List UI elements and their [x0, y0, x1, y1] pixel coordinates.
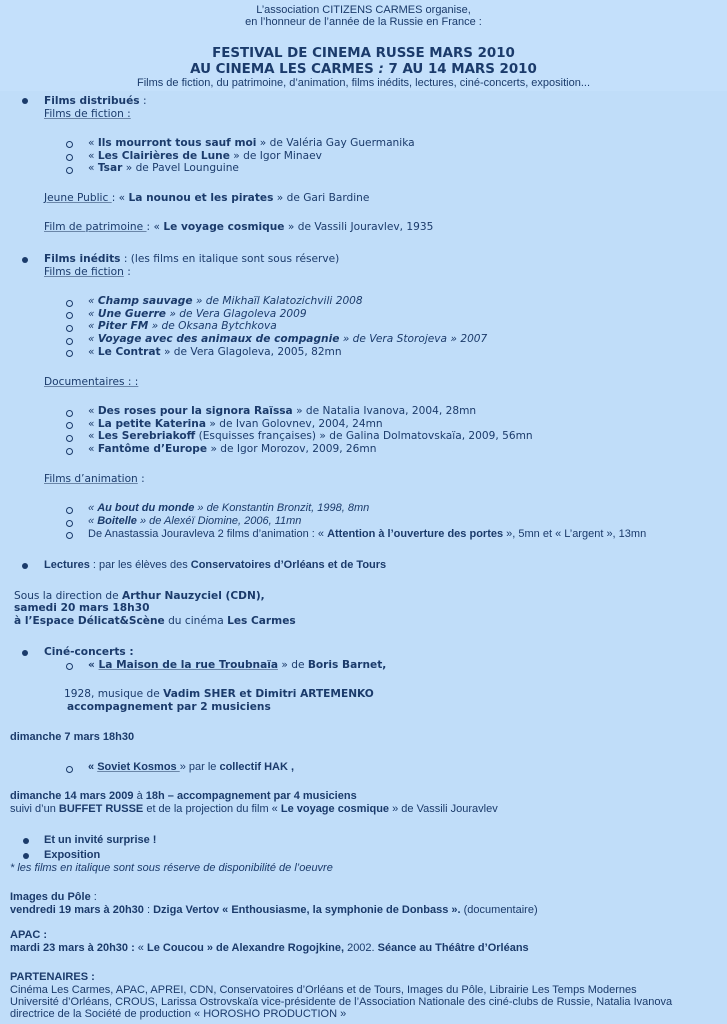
text-span: 7 AU 14 MARS 2010	[388, 62, 537, 77]
text-span: La nounou et les pirates	[128, 192, 274, 204]
text-span: La Maison de la rue Troubnaïa	[98, 659, 278, 671]
text-span: «	[88, 295, 98, 307]
list-item	[88, 162, 239, 175]
text-span: (Esquisses françaises) » de Galina Dolmatovskaïa, 2009, 56mn	[195, 430, 533, 442]
text-span: Films distribués	[44, 95, 140, 107]
text-span: AU CINEMA LES CARMES	[190, 62, 379, 77]
text-span: Séance au Théâtre d’Orléans	[377, 942, 529, 954]
text-span: Le voyage cosmique	[163, 221, 285, 233]
text-span: Champ sauvage	[97, 295, 193, 307]
text-span: «	[88, 761, 98, 773]
text-span: Ils mourront tous sauf moi	[97, 137, 257, 149]
circle-bullet-icon	[66, 663, 73, 670]
text-span: 2002.	[344, 942, 378, 954]
section-apac: APAC :	[10, 929, 48, 941]
list-item	[88, 502, 369, 515]
text-span: (documentaire)	[460, 904, 538, 916]
text-span: «	[88, 443, 98, 455]
text-span: Les Carmes	[227, 615, 296, 627]
text-span: » de Igor Morozov, 2009, 26mn	[207, 443, 377, 455]
text-span: Les Serebriakoff	[97, 430, 196, 442]
circle-bullet-icon	[66, 300, 73, 307]
list-item	[88, 308, 307, 321]
page-subtitle-dates	[0, 62, 727, 78]
bullet-icon	[23, 838, 29, 844]
list-item	[88, 295, 363, 308]
exposition: Exposition	[44, 849, 101, 861]
text-span: «	[88, 320, 98, 332]
program-summary: Films de fiction, du patrimoine, d’animation, films inédits, lectures, ciné-concerts, exposition...	[136, 77, 591, 89]
intro-line-2: en l’honneur de l’année de la Russie en France :	[245, 16, 482, 28]
bullet-icon	[23, 853, 29, 859]
text-span: «	[88, 430, 98, 442]
section-lectures	[44, 559, 386, 572]
circle-bullet-icon	[66, 350, 73, 357]
partenaires-line: Université d’Orléans, CROUS, Larissa Ostrovskaïa vice-présidente de l’Association Nationale des ciné-clubs de Russie, Natalia Ivanova	[10, 996, 673, 1008]
text-span: 1928, musique de	[64, 688, 164, 700]
text-span: et de la projection du film «	[143, 803, 281, 815]
text-span: :	[137, 473, 145, 485]
text-span: suivi d’un	[10, 803, 59, 815]
label-films-fiction-inedits	[44, 266, 131, 279]
text-span: «	[88, 515, 98, 527]
text-span: », 5mn et « L’argent », 13mn	[503, 528, 647, 540]
text-span: mardi 23 mars à 20h30 :	[10, 942, 138, 954]
list-item	[88, 320, 277, 333]
text-span: BUFFET RUSSE	[58, 803, 144, 815]
partenaires-line: Cinéma Les Carmes, APAC, APREI, CDN, Conservatoires d’Orléans et de Tours, Images du Pôle, Librairie Les Temps Modernes	[10, 984, 637, 996]
circle-bullet-icon	[66, 422, 73, 429]
pole-screening	[10, 904, 538, 917]
italic-note: * les films en italique sont sous réserve de disponibilité de l’oeuvre	[10, 862, 333, 874]
text-span: «	[88, 346, 98, 358]
circle-bullet-icon	[66, 520, 73, 527]
concert-item-2	[88, 761, 294, 774]
text-span: à l’Espace Délicat&Scène	[14, 615, 165, 627]
text-span: » de Vera Glagoleva, 2005, 82mn	[160, 346, 342, 358]
text-span: du cinéma	[164, 615, 228, 627]
text-span: » de Valéria Gay Guermanika	[256, 137, 415, 149]
surprise-guest: Et un invité surprise !	[44, 834, 157, 846]
partenaires-line: directrice de la Société de production « HOROSHO PRODUCTION »	[10, 1008, 347, 1020]
text-span: :	[378, 62, 389, 77]
text-span: :	[139, 95, 147, 107]
text-span: :	[143, 904, 154, 916]
text-span: » de	[278, 659, 308, 671]
section-films-inedits	[44, 253, 339, 266]
text-span: » par le	[179, 761, 220, 773]
list-item	[88, 515, 301, 528]
text-span: Sous la direction de	[14, 590, 123, 602]
list-item	[88, 430, 533, 443]
text-span: «	[88, 333, 98, 345]
text-span: :	[90, 891, 97, 903]
text-span: «	[88, 659, 99, 671]
text-span: Films d’animation	[44, 473, 138, 485]
text-span: 18h – accompagnement par 4 musiciens	[145, 790, 357, 802]
text-span: «	[88, 418, 98, 430]
lectures-place	[14, 615, 296, 628]
text-span: : (les films en italique sont sous réserve)	[120, 253, 340, 265]
circle-bullet-icon	[66, 338, 73, 345]
text-span: «	[88, 137, 98, 149]
concert-item-1-music	[64, 688, 374, 701]
text-span: Jeune Public	[44, 192, 112, 204]
text-span: » de Konstantin Bronzit, 1998, 8mn	[194, 502, 370, 514]
text-span: Arthur Nauzyciel (CDN),	[122, 590, 265, 602]
intro-line-1: L’association CITIZENS CARMES organise,	[256, 4, 471, 16]
text-span: Des roses pour la signora Raïssa	[97, 405, 293, 417]
circle-bullet-icon	[66, 167, 73, 174]
concert-date-1: dimanche 7 mars 18h30	[10, 731, 135, 743]
text-span: «	[88, 502, 98, 514]
text-span: Boitelle	[97, 515, 137, 527]
list-item	[88, 528, 646, 541]
text-span: La petite Katerina	[97, 418, 207, 430]
text-span: » de Pavel Lounguine	[122, 162, 239, 174]
text-span: «	[88, 308, 98, 320]
text-span: » de Mikhaïl Kalatozichvili 2008	[192, 295, 363, 307]
page-title: FESTIVAL DE CINEMA RUSSE MARS 2010	[212, 46, 515, 61]
circle-bullet-icon	[66, 325, 73, 332]
text-span: Au bout du monde	[97, 502, 195, 514]
list-item	[88, 346, 342, 359]
list-item	[88, 137, 415, 150]
text-span: » de Igor Minaev	[229, 150, 322, 162]
text-span: » de Gari Bardine	[273, 192, 370, 204]
text-span: » de Vera Storojeva » 2007	[339, 333, 488, 345]
text-span: Soviet Kosmos	[97, 761, 180, 773]
text-span: :	[123, 266, 131, 278]
text-span: collectif HAK ,	[219, 761, 295, 773]
text-span: Vadim SHER et Dimitri ARTEMENKO	[163, 688, 374, 700]
list-item	[88, 150, 322, 163]
text-span: » de Oksana Bytchkova	[148, 320, 277, 332]
circle-bullet-icon	[66, 141, 73, 148]
text-span: à	[133, 790, 146, 802]
text-span: «	[88, 162, 98, 174]
text-span: » de Natalia Ivanova, 2004, 28mn	[292, 405, 477, 417]
bullet-icon	[22, 650, 28, 656]
apac-screening	[10, 942, 529, 955]
text-span: «	[137, 942, 147, 954]
list-item	[88, 418, 383, 431]
text-span: » de Alexandre Rogojkine,	[203, 942, 345, 954]
circle-bullet-icon	[66, 507, 73, 514]
buffet-line	[10, 803, 498, 816]
text-span: Le voyage cosmique	[280, 803, 390, 815]
label-films-animation	[44, 473, 145, 486]
text-span: Le Coucou	[146, 942, 204, 954]
list-item	[88, 443, 376, 456]
text-span: Attention à l’ouverture des portes	[327, 528, 504, 540]
jeune-public-line	[44, 192, 369, 205]
concert-item-1	[88, 659, 386, 672]
bullet-icon	[22, 563, 28, 569]
lectures-date: samedi 20 mars 18h30	[14, 602, 150, 614]
text-span: vendredi 19 mars à 20h30	[10, 904, 144, 916]
list-item	[88, 333, 487, 346]
circle-bullet-icon	[66, 410, 73, 417]
text-span: dimanche 14 mars 2009	[10, 790, 134, 802]
circle-bullet-icon	[66, 154, 73, 161]
text-span: Fantôme d’Europe	[97, 443, 208, 455]
section-cine-concerts: Ciné-concerts :	[44, 646, 134, 658]
text-span: Les Clairières de Lune	[97, 150, 230, 162]
circle-bullet-icon	[66, 435, 73, 442]
text-span: : par les élèves des	[89, 559, 191, 571]
text-span: Images du Pôle	[10, 891, 91, 903]
text-span: Lectures	[44, 559, 90, 571]
text-span: » de Vassili Jouravlev	[389, 803, 498, 815]
text-span: Une Guerre	[97, 308, 166, 320]
text-span: «	[88, 150, 98, 162]
text-span: » de Vassili Jouravlev, 1935	[284, 221, 434, 233]
text-span: Films inédits	[44, 253, 121, 265]
text-span: Film de patrimoine	[44, 221, 147, 233]
section-images-du-pole	[10, 891, 97, 904]
text-span: «	[88, 405, 98, 417]
patrimoine-line	[44, 221, 433, 234]
text-span: Tsar	[97, 162, 123, 174]
lectures-direction	[14, 590, 265, 603]
list-item	[88, 405, 476, 418]
bullet-icon	[22, 257, 28, 263]
text-span: » de Vera Glagoleva 2009	[165, 308, 307, 320]
section-films-distribues	[44, 95, 147, 108]
circle-bullet-icon	[66, 766, 73, 773]
text-span: : «	[111, 192, 129, 204]
text-span: Dziga Vertov « Enthousiasme, la symphonie de Donbass ».	[153, 904, 461, 916]
section-partenaires: PARTENAIRES :	[10, 971, 95, 983]
text-span: Films de fiction	[44, 266, 124, 278]
circle-bullet-icon	[66, 532, 73, 539]
text-span: Le Contrat	[97, 346, 161, 358]
text-span: : «	[146, 221, 164, 233]
label-films-fiction: Films de fiction :	[44, 108, 131, 120]
circle-bullet-icon	[66, 312, 73, 319]
concert-item-1-accompaniment: accompagnement par 2 musiciens	[67, 701, 271, 713]
text-span: Boris Barnet,	[307, 659, 387, 671]
text-span: Voyage avec des animaux de compagnie	[97, 333, 340, 345]
text-span: » de Alexéï Diomine, 2006, 11mn	[136, 515, 302, 527]
text-span: Conservatoires d’Orléans et de Tours	[190, 559, 387, 571]
concert-date-2	[10, 790, 357, 803]
bullet-icon	[22, 98, 28, 104]
text-span: Piter FM	[97, 320, 149, 332]
circle-bullet-icon	[66, 448, 73, 455]
text-span: » de Ivan Golovnev, 2004, 24mn	[206, 418, 383, 430]
label-documentaires: Documentaires : :	[44, 376, 139, 388]
text-span: De Anastassia Jouravleva 2 films d’animation : «	[88, 528, 328, 540]
